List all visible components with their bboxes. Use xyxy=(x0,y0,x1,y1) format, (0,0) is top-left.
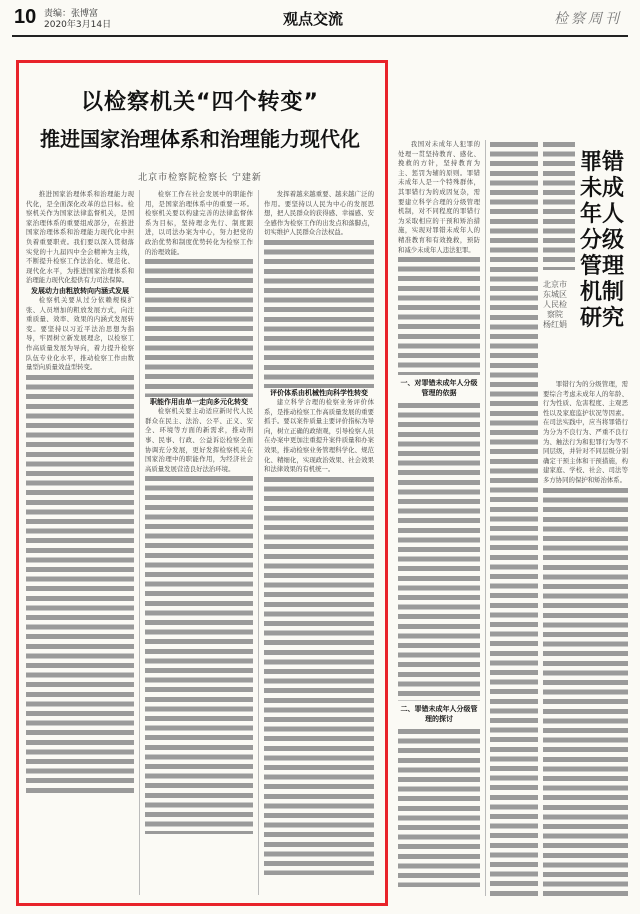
headline-line2: 推进国家治理体系和治理能力现代化 xyxy=(40,127,360,151)
subheading: 职能作用由单一走向多元化转变 xyxy=(150,398,248,407)
paper-name: 检察周刊 xyxy=(554,11,622,27)
paragraph: 推进国家治理体系和治理能力现代化，是全面深化改革的总目标。检察机关作为国家法律监督机关，是国家治理体系的重要组成部分，在推进国家治理体系和治理能力现代化中担负着重要职责。我们要以深入贯彻落实党的十九届四中全会精神为主线，不断提升检察工作法治化、规范化、现代化水平，为推进国家治理体系和治理能力现代化提供有力司法保障。 xyxy=(26,190,134,285)
text-block-placeholder xyxy=(543,140,575,270)
text-block-placeholder xyxy=(264,475,374,875)
sidebar-column-3-top xyxy=(543,140,575,270)
article-headline xyxy=(30,88,370,154)
article-column-2 xyxy=(145,190,253,895)
paragraph: 发挥着越来越重要、越来越广泛的作用。要坚持以人民为中心的发展思想，把人民群众的获得感、幸福感、安全感作为检察工作的出发点和落脚点，切实维护人民群众合法权益。 xyxy=(264,190,374,237)
article-column-3 xyxy=(264,190,374,895)
paragraph: 建立科学合理的检察业务评价体系，是推动检察工作高质量发展的重要抓手。要以案件质量主要评价指标为导向，树立正确的政绩观，引导检察人员在办案中更加注重提升案件质量和办案效果，推动检察业务管理科学化、规范化、精细化，实现政治效果、社会效果和法律效果的有机统一。 xyxy=(264,397,374,474)
section-title: 观点交流 xyxy=(283,10,344,28)
text-block-placeholder xyxy=(264,238,374,388)
article-column-1 xyxy=(26,190,134,895)
text-block-placeholder xyxy=(26,373,134,793)
subheading: 一、对罪错未成年人分级管理的依据 xyxy=(400,379,478,398)
sidebar-column-1 xyxy=(398,140,480,896)
masthead xyxy=(0,0,640,50)
subheading: 二、罪错未成年人分级管理的探讨 xyxy=(400,705,478,724)
column-divider xyxy=(258,190,259,895)
sidebar-author: 北京市东城区人民检察院 杨红娟 xyxy=(543,280,567,329)
page-number: 10 xyxy=(14,6,37,28)
editor-line: 责编：张博富 xyxy=(44,9,99,19)
paragraph: 检察工作在社会发展中的职能作用，是国家治理体系中的重要一环。检察机关要以构建完善的法律监督体系为目标，坚持理念先行、制度跟进，以司法办案为中心，努力把党的政治优势和制度优势转化为检察工作的治理效能。 xyxy=(145,190,253,256)
issue-date: 2020年3月14日 xyxy=(44,20,112,30)
sidebar-title: 罪错未成年人分级管理机制研究 xyxy=(579,150,624,331)
subheading: 评价体系由机械性向科学性转变 xyxy=(270,388,368,397)
sidebar-column-2 xyxy=(490,140,538,896)
column-divider xyxy=(139,190,140,895)
masthead-rule xyxy=(12,35,628,37)
text-block-placeholder xyxy=(543,486,628,896)
subheading: 发展动力由粗放转向内涵式发展 xyxy=(31,286,129,295)
date-line xyxy=(44,9,111,31)
paragraph: 检察机关要从过分依赖规模扩张、人员增加的粗放发展方式，向注重质量、效率、效果的内涵式发展转变。要坚持以习近平法治思想为指导，牢固树立新发展理念，以检察工作高质量发展为导向，着力提升检察队伍专业化水平，推动检察工作由数量型向质量效益型转变。 xyxy=(26,295,134,372)
text-block-placeholder xyxy=(145,474,253,834)
text-block-placeholder xyxy=(145,257,253,397)
headline-line1: 以检察机关“四个转变” xyxy=(81,90,319,115)
sidebar-column-4 xyxy=(543,380,628,896)
column-divider xyxy=(485,140,486,896)
article-byline: 北京市检察院检察长 宁建新 xyxy=(138,173,262,183)
paragraph: 我国对未成年人犯罪的处理一贯坚持教育、感化、挽救的方针，坚持教育为主、惩罚为辅的原则。罪错未成年人是一个特殊群体，其罪错行为的成因复杂，需要建立科学合理的分级管理机制，对不同程度的罪错行为采取相应的干预和矫治措施，实现对罪错未成年人的精准教育和有效挽救，预防和减少未成年人违法犯罪。 xyxy=(398,140,480,254)
text-block-placeholder xyxy=(490,140,538,896)
text-block-placeholder xyxy=(398,401,480,701)
text-block-placeholder xyxy=(398,727,480,887)
paragraph: 检察机关要主动适应新时代人民群众在民主、法治、公平、正义、安全、环境等方面的新需求，推动刑事、民事、行政、公益诉讼检察全面协调充分发展，更好发挥检察机关在国家治理中的职能作用，为经济社会高质量发展营造良好法治环境。 xyxy=(145,407,253,473)
paragraph: 罪错行为的分级管理，需要综合考虑未成年人的年龄、行为性质、危害程度、主观恶性以及家庭监护状况等因素。在司法实践中，应当将罪错行为分为不良行为、严重不良行为、触法行为和犯罪行为等不同层级，并针对不同层级分别确定干预主体和干预措施，构建家庭、学校、社会、司法等多方协同的保护和矫治体系。 xyxy=(543,380,628,484)
text-block-placeholder xyxy=(398,255,480,375)
